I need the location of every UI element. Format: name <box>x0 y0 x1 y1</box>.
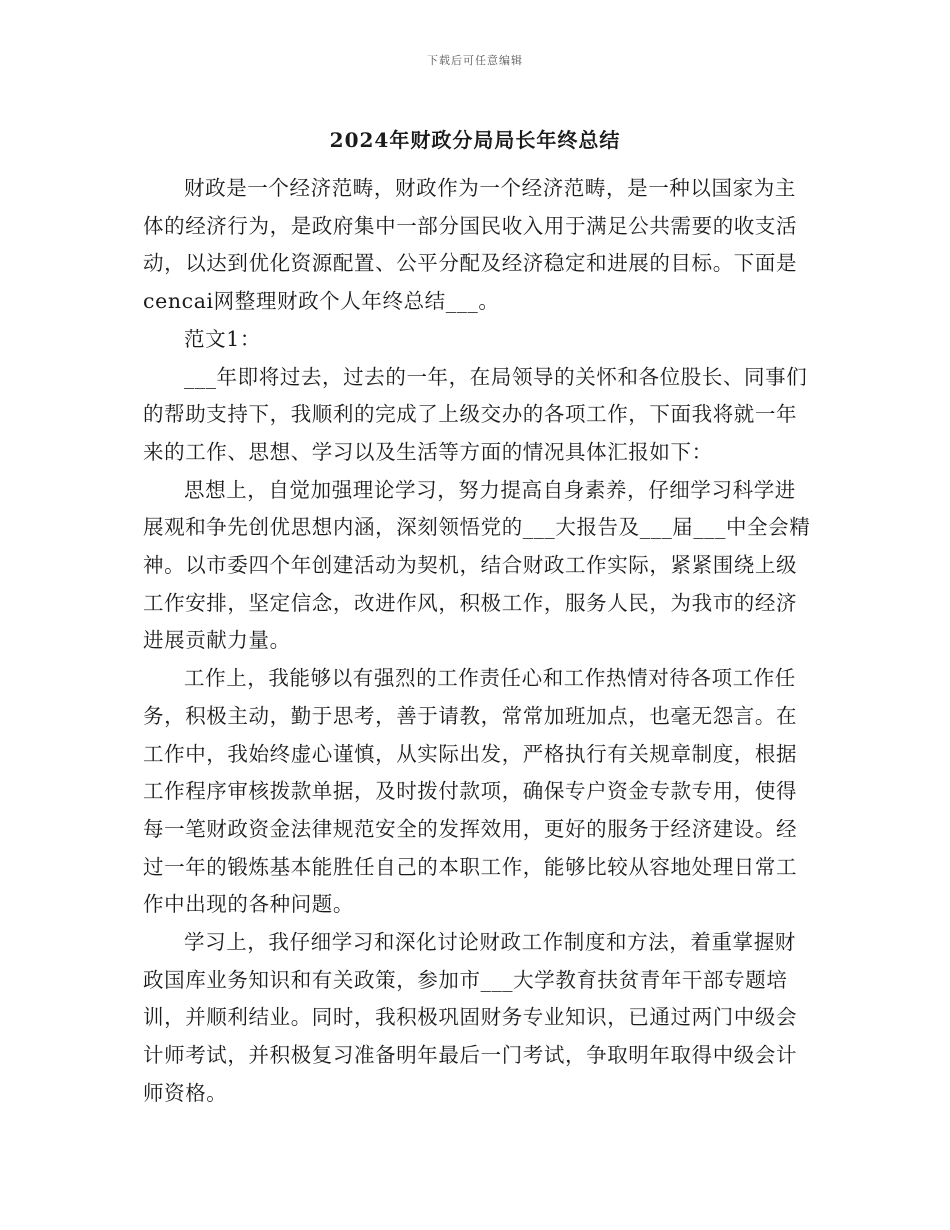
document-body <box>143 170 813 1113</box>
paragraph-study: 学习上，我仔细学习和深化讨论财政工作制度和方法，着重掌握财政国库业务知识和有关政策，参加市___大学教育扶贫青年干部专题培训，并顺利结业。同时，我积极巩固财务专业知识，已通过两门中级会计师考试，并积极复习准备明年最后一门考试，争取明年取得中级会计师资格。 <box>143 930 798 1105</box>
page-header-note: 下载后可任意编辑 <box>427 54 523 67</box>
paragraph-sample-label: 范文1： <box>184 326 261 351</box>
paragraph-intro: 财政是一个经济范畴，财政作为一个经济范畴，是一种以国家为主体的经济行为，是政府集中一部分国民收入用于满足公共需要的收支活动，以达到优化资源配置、公平分配及经济稳定和进展的目标。下面是cencai网整理财政个人年终总结___。 <box>143 176 798 314</box>
paragraph-work: 工作上，我能够以有强烈的工作责任心和工作热情对待各项工作任务，积极主动，勤于思考，善于请教，常常加班加点，也毫无怨言。在工作中，我始终虚心谨慎，从实际出发，严格执行有关规章制度，根据工作程序审核拨款单据，及时拨付款项，确保专户资金专款专用，使得每一笔财政资金法律规范安全的发挥效用，更好的服务于经济建设。经过一年的锻炼基本能胜任自己的本职工作，能够比较从容地处理日常工作中出现的各种问题。 <box>143 666 798 917</box>
paragraph-opening: ___年即将过去，过去的一年，在局领导的关怀和各位股长、同事们的帮助支持下，我顺利的完成了上级交办的各项工作，下面我将就一年来的工作、思想、学习以及生活等方面的情况具体汇报如下： <box>143 364 808 464</box>
paragraph-thought: 思想上，自觉加强理论学习，努力提高自身素养，仔细学习科学进展观和争先创优思想内涵，深刻领悟党的___大报告及___届___中全会精神。以市委四个年创建活动为契机，结合财政工作实际，紧紧围绕上级工作安排，坚定信念，改进作风，积极工作，服务人民，为我市的经济进展贡献力量。 <box>143 477 811 653</box>
document-title: 2024年财政分局局长年终总结 <box>329 128 621 152</box>
